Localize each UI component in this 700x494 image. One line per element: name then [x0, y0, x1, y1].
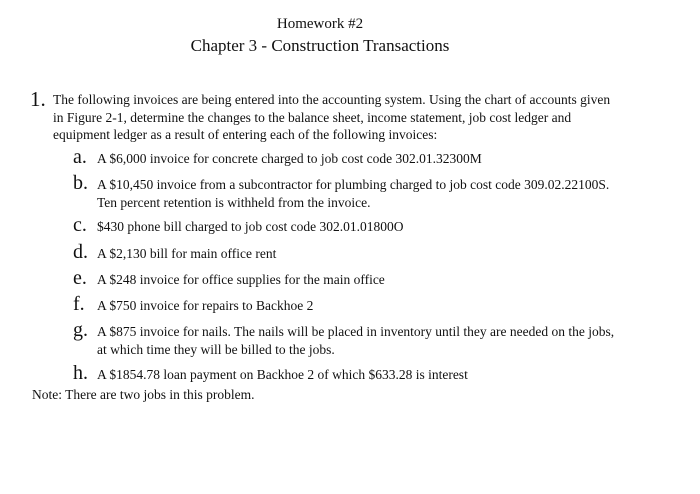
item-letter: a. [73, 146, 87, 168]
item-letter: h. [73, 362, 88, 384]
item-letter: d. [73, 241, 88, 263]
note-text: Note: There are two jobs in this problem. [32, 387, 255, 402]
item-text: A $248 invoice for office supplies for the main office [97, 272, 385, 287]
item-text: A $875 invoice for nails. The nails will be placed in inventory until they are needed on the jobs, at which time they will be billed to the jobs. [97, 324, 615, 357]
question-number: 1. [30, 87, 46, 111]
item-text: A $6,000 invoice for concrete charged to job cost code 302.01.32300M [97, 151, 482, 166]
item-letter: g. [73, 319, 88, 341]
item-letter: b. [73, 172, 88, 194]
item-letter: f. [73, 293, 85, 315]
item-text: A $750 invoice for repairs to Backhoe 2 [97, 298, 314, 313]
item-text: A $2,130 bill for main office rent [97, 246, 277, 261]
item-text: $430 phone bill charged to job cost code 302.01.01800O [97, 219, 404, 234]
item-letter: e. [73, 267, 87, 289]
item-letter: c. [73, 214, 87, 236]
homework-title: Homework #2 [276, 16, 364, 32]
chapter-title: Chapter 3 - Construction Transactions [190, 36, 450, 55]
question-text: The following invoices are being entered into the accounting system. Using the chart of accounts given in Figure 2-1, determine the changes to the balance sheet, income statement, job cost ledger and equipment ledger as a result of entering each of the following invoices: [53, 92, 611, 142]
item-text: A $1854.78 loan payment on Backhoe 2 of which $633.28 is interest [97, 367, 468, 382]
item-text: A $10,450 invoice from a subcontractor for plumbing charged to job cost code 309.02.22100S. Ten percent retention is withheld from the invoice. [97, 177, 610, 210]
